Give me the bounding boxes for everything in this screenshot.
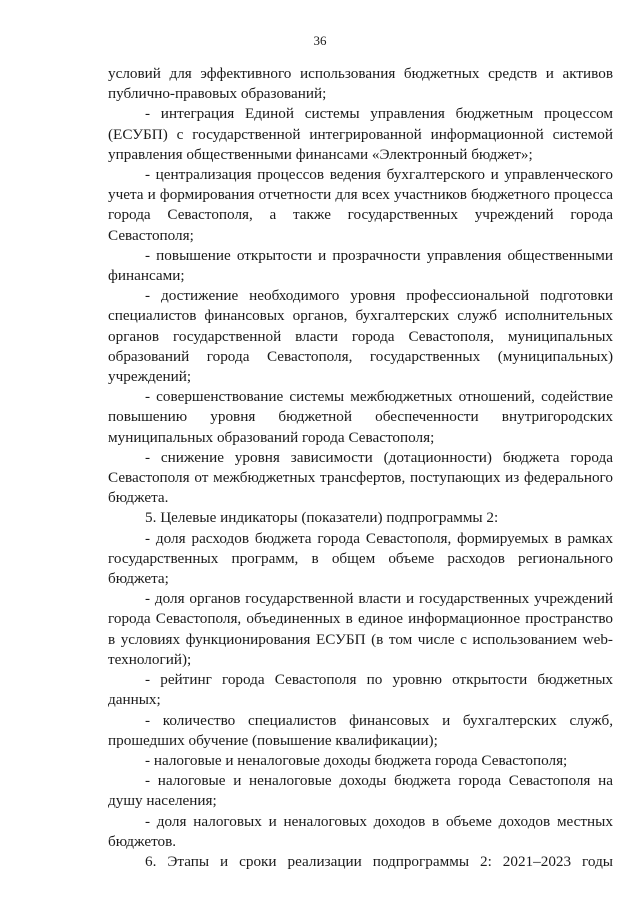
indicator-item-3: - рейтинг города Севастополя по уровню открытости бюджетных данных;: [108, 671, 613, 709]
section-heading-5: 5. Целевые индикаторы (показатели) подпрограммы 2:: [145, 509, 499, 527]
indicator-item-5: - налоговые и неналоговые доходы бюджета города Севастополя;: [145, 751, 568, 769]
indicator-item-4: - количество специалистов финансовых и бухгалтерских служб, прошедших обучение (повышение квалификации);: [108, 711, 613, 749]
indicator-item-2: - доля органов государственной власти и государственных учреждений города Севастополя, объединенных в единое информационное пространство в условиях функционирования ЕСУБП (в том числе с использованием web-технологий);: [108, 590, 613, 668]
indicator-item-1: - доля расходов бюджета города Севастополя, формируемых в рамках государственных программ, в общем объеме расходов регионального бюджета;: [108, 529, 613, 588]
indicator-item-7: - доля налоговых и неналоговых доходов в объеме доходов местных бюджетов.: [108, 812, 613, 850]
paragraph-2: - интеграция Единой системы управления бюджетным процессом (ЕСУБП) с государственной интегрированной информационной системой управления общественными финансами «Электронный бюджет»;: [108, 105, 613, 163]
paragraph-6: - совершенствование системы межбюджетных отношений, содействие повышению уровня бюджетной обеспеченности внутригородских муниципальных образований города Севастополя;: [108, 388, 613, 446]
section-heading-6: 6. Этапы и сроки реализации подпрограммы 2: 2021–2023 годы: [145, 852, 613, 870]
paragraph-3: - централизация процессов ведения бухгалтерского и управленческого учета и формирования отчетности для всех участников бюджетного процесса города Севастополя, а также государственных учреждений города Севастополя;: [108, 166, 613, 244]
paragraph-7: - снижение уровня зависимости (дотационности) бюджета города Севастополя от межбюджетных трансфертов, поступающих из федерального бюджета.: [108, 448, 613, 507]
page-number: 36: [313, 33, 327, 48]
paragraph-1: условий для эффективного использования бюджетных средств и активов публично-правовых образований;: [108, 65, 613, 103]
indicator-item-6: - налоговые и неналоговые доходы бюджета города Севастополя на душу населения;: [108, 772, 613, 810]
paragraph-4: - повышение открытости и прозрачности управления общественными финансами;: [108, 246, 613, 285]
document-body: [108, 64, 613, 872]
paragraph-5: - достижение необходимого уровня профессиональной подготовки специалистов финансовых органов, бухгалтерских служб исполнительных органов государственной власти города Севастополя, муниципальных образований города Севастополя, государственных (муниципальных) учреждений;: [108, 287, 613, 386]
